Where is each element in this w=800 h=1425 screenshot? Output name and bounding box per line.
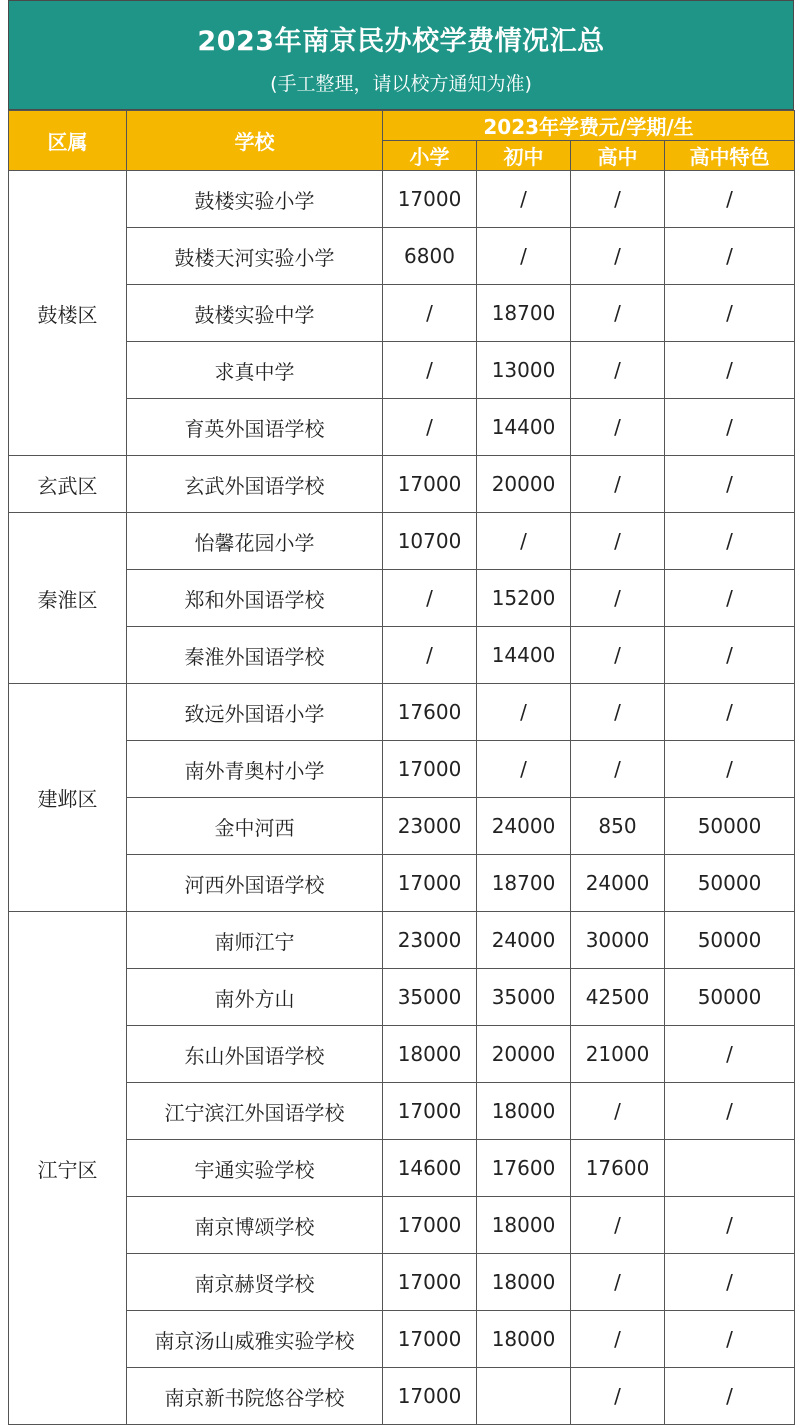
senior-special-fee-cell: 50000 bbox=[665, 969, 795, 1026]
school-cell: 南京汤山威雅实验学校 bbox=[127, 1311, 383, 1368]
school-cell: 秦淮外国语学校 bbox=[127, 627, 383, 684]
senior-special-fee-cell: / bbox=[665, 342, 795, 399]
table-row bbox=[9, 399, 795, 456]
senior-special-fee-cell: / bbox=[665, 456, 795, 513]
table-row bbox=[9, 627, 795, 684]
junior-fee-cell: 13000 bbox=[477, 342, 571, 399]
school-cell: 南京赫贤学校 bbox=[127, 1254, 383, 1311]
junior-fee-cell: / bbox=[477, 513, 571, 570]
junior-fee-cell: 14400 bbox=[477, 399, 571, 456]
table-row bbox=[9, 342, 795, 399]
senior-special-fee-cell bbox=[665, 1140, 795, 1197]
school-cell: 南师江宁 bbox=[127, 912, 383, 969]
district-cell: 玄武区 bbox=[9, 456, 127, 513]
school-cell: 鼓楼实验中学 bbox=[127, 285, 383, 342]
table-row bbox=[9, 855, 795, 912]
senior-fee-cell: 21000 bbox=[571, 1026, 665, 1083]
primary-fee-cell: 17600 bbox=[383, 684, 477, 741]
header-senior: 高中 bbox=[571, 141, 665, 171]
junior-fee-cell: 35000 bbox=[477, 969, 571, 1026]
tuition-table bbox=[8, 110, 795, 1425]
junior-fee-cell: 14400 bbox=[477, 627, 571, 684]
senior-fee-cell: / bbox=[571, 456, 665, 513]
senior-fee-cell: / bbox=[571, 684, 665, 741]
senior-fee-cell: 24000 bbox=[571, 855, 665, 912]
primary-fee-cell: 6800 bbox=[383, 228, 477, 285]
junior-fee-cell: 20000 bbox=[477, 1026, 571, 1083]
senior-fee-cell: 42500 bbox=[571, 969, 665, 1026]
junior-fee-cell: 24000 bbox=[477, 798, 571, 855]
junior-fee-cell: / bbox=[477, 228, 571, 285]
table-row bbox=[9, 171, 795, 228]
district-cell: 建邺区 bbox=[9, 684, 127, 912]
senior-fee-cell: / bbox=[571, 1197, 665, 1254]
school-cell: 玄武外国语学校 bbox=[127, 456, 383, 513]
primary-fee-cell: / bbox=[383, 570, 477, 627]
school-cell: 致远外国语小学 bbox=[127, 684, 383, 741]
junior-fee-cell: 15200 bbox=[477, 570, 571, 627]
primary-fee-cell: 17000 bbox=[383, 171, 477, 228]
senior-special-fee-cell: / bbox=[665, 285, 795, 342]
school-cell: 东山外国语学校 bbox=[127, 1026, 383, 1083]
primary-fee-cell: 35000 bbox=[383, 969, 477, 1026]
district-cell: 江宁区 bbox=[9, 912, 127, 1425]
primary-fee-cell: 17000 bbox=[383, 1254, 477, 1311]
table-row bbox=[9, 570, 795, 627]
school-cell: 南外方山 bbox=[127, 969, 383, 1026]
table-row bbox=[9, 1197, 795, 1254]
school-cell: 怡馨花园小学 bbox=[127, 513, 383, 570]
senior-special-fee-cell: / bbox=[665, 171, 795, 228]
school-cell: 宇通实验学校 bbox=[127, 1140, 383, 1197]
junior-fee-cell: 18000 bbox=[477, 1311, 571, 1368]
junior-fee-cell: 20000 bbox=[477, 456, 571, 513]
primary-fee-cell: 17000 bbox=[383, 456, 477, 513]
header-fee-group: 2023年学费元/学期/生 bbox=[383, 111, 795, 141]
table-row bbox=[9, 1254, 795, 1311]
junior-fee-cell: / bbox=[477, 684, 571, 741]
table-row bbox=[9, 684, 795, 741]
junior-fee-cell: 18000 bbox=[477, 1254, 571, 1311]
senior-special-fee-cell: / bbox=[665, 1311, 795, 1368]
table-row bbox=[9, 513, 795, 570]
table-row bbox=[9, 285, 795, 342]
table-row bbox=[9, 1026, 795, 1083]
district-cell: 秦淮区 bbox=[9, 513, 127, 684]
junior-fee-cell: / bbox=[477, 171, 571, 228]
senior-fee-cell: / bbox=[571, 513, 665, 570]
table-row bbox=[9, 456, 795, 513]
page-subtitle: (手工整理，请以校方通知为准) bbox=[270, 73, 532, 95]
senior-fee-cell: 30000 bbox=[571, 912, 665, 969]
junior-fee-cell: 18700 bbox=[477, 855, 571, 912]
table-row bbox=[9, 228, 795, 285]
senior-fee-cell: / bbox=[571, 342, 665, 399]
header-junior: 初中 bbox=[477, 141, 571, 171]
title-banner bbox=[8, 0, 794, 110]
senior-fee-cell: / bbox=[571, 570, 665, 627]
primary-fee-cell: 17000 bbox=[383, 741, 477, 798]
senior-special-fee-cell: / bbox=[665, 1368, 795, 1425]
senior-special-fee-cell: / bbox=[665, 513, 795, 570]
table-row bbox=[9, 969, 795, 1026]
school-cell: 求真中学 bbox=[127, 342, 383, 399]
school-cell: 河西外国语学校 bbox=[127, 855, 383, 912]
senior-fee-cell: / bbox=[571, 627, 665, 684]
primary-fee-cell: 17000 bbox=[383, 1197, 477, 1254]
senior-fee-cell: 17600 bbox=[571, 1140, 665, 1197]
school-cell: 育英外国语学校 bbox=[127, 399, 383, 456]
primary-fee-cell: / bbox=[383, 627, 477, 684]
school-cell: 金中河西 bbox=[127, 798, 383, 855]
senior-special-fee-cell: / bbox=[665, 399, 795, 456]
junior-fee-cell: 18000 bbox=[477, 1197, 571, 1254]
school-cell: 鼓楼实验小学 bbox=[127, 171, 383, 228]
table-row bbox=[9, 741, 795, 798]
senior-fee-cell: / bbox=[571, 228, 665, 285]
header-primary: 小学 bbox=[383, 141, 477, 171]
senior-fee-cell: / bbox=[571, 1368, 665, 1425]
school-cell: 南京博颂学校 bbox=[127, 1197, 383, 1254]
primary-fee-cell: 23000 bbox=[383, 798, 477, 855]
table-row bbox=[9, 1368, 795, 1425]
header-district: 区属 bbox=[9, 111, 127, 171]
senior-special-fee-cell: / bbox=[665, 228, 795, 285]
school-cell: 南京新书院悠谷学校 bbox=[127, 1368, 383, 1425]
senior-fee-cell: 850 bbox=[571, 798, 665, 855]
junior-fee-cell bbox=[477, 1368, 571, 1425]
senior-special-fee-cell: / bbox=[665, 1026, 795, 1083]
senior-special-fee-cell: / bbox=[665, 570, 795, 627]
school-cell: 郑和外国语学校 bbox=[127, 570, 383, 627]
table-body bbox=[9, 171, 795, 1425]
junior-fee-cell: 18700 bbox=[477, 285, 571, 342]
senior-special-fee-cell: / bbox=[665, 1197, 795, 1254]
primary-fee-cell: 17000 bbox=[383, 1311, 477, 1368]
senior-fee-cell: / bbox=[571, 399, 665, 456]
primary-fee-cell: 17000 bbox=[383, 1083, 477, 1140]
primary-fee-cell: 10700 bbox=[383, 513, 477, 570]
primary-fee-cell: 14600 bbox=[383, 1140, 477, 1197]
district-cell: 鼓楼区 bbox=[9, 171, 127, 456]
page-title: 2023年南京民办校学费情况汇总 bbox=[197, 26, 605, 57]
school-cell: 江宁滨江外国语学校 bbox=[127, 1083, 383, 1140]
school-cell: 南外青奥村小学 bbox=[127, 741, 383, 798]
table-row bbox=[9, 912, 795, 969]
senior-fee-cell: / bbox=[571, 741, 665, 798]
table-row bbox=[9, 1140, 795, 1197]
header-school: 学校 bbox=[127, 111, 383, 171]
table-row bbox=[9, 798, 795, 855]
junior-fee-cell: 24000 bbox=[477, 912, 571, 969]
table-row bbox=[9, 1311, 795, 1368]
senior-fee-cell: / bbox=[571, 285, 665, 342]
senior-special-fee-cell: 50000 bbox=[665, 855, 795, 912]
senior-fee-cell: / bbox=[571, 171, 665, 228]
senior-special-fee-cell: / bbox=[665, 1254, 795, 1311]
senior-fee-cell: / bbox=[571, 1083, 665, 1140]
senior-special-fee-cell: 50000 bbox=[665, 798, 795, 855]
senior-fee-cell: / bbox=[571, 1311, 665, 1368]
primary-fee-cell: / bbox=[383, 399, 477, 456]
primary-fee-cell: 17000 bbox=[383, 1368, 477, 1425]
senior-special-fee-cell: / bbox=[665, 684, 795, 741]
senior-special-fee-cell: / bbox=[665, 1083, 795, 1140]
primary-fee-cell: / bbox=[383, 342, 477, 399]
senior-special-fee-cell: / bbox=[665, 627, 795, 684]
senior-special-fee-cell: / bbox=[665, 741, 795, 798]
primary-fee-cell: / bbox=[383, 285, 477, 342]
junior-fee-cell: / bbox=[477, 741, 571, 798]
table-row bbox=[9, 1083, 795, 1140]
primary-fee-cell: 18000 bbox=[383, 1026, 477, 1083]
junior-fee-cell: 17600 bbox=[477, 1140, 571, 1197]
senior-special-fee-cell: 50000 bbox=[665, 912, 795, 969]
school-cell: 鼓楼天河实验小学 bbox=[127, 228, 383, 285]
primary-fee-cell: 17000 bbox=[383, 855, 477, 912]
header-senior-special: 高中特色 bbox=[665, 141, 795, 171]
primary-fee-cell: 23000 bbox=[383, 912, 477, 969]
junior-fee-cell: 18000 bbox=[477, 1083, 571, 1140]
senior-fee-cell: / bbox=[571, 1254, 665, 1311]
